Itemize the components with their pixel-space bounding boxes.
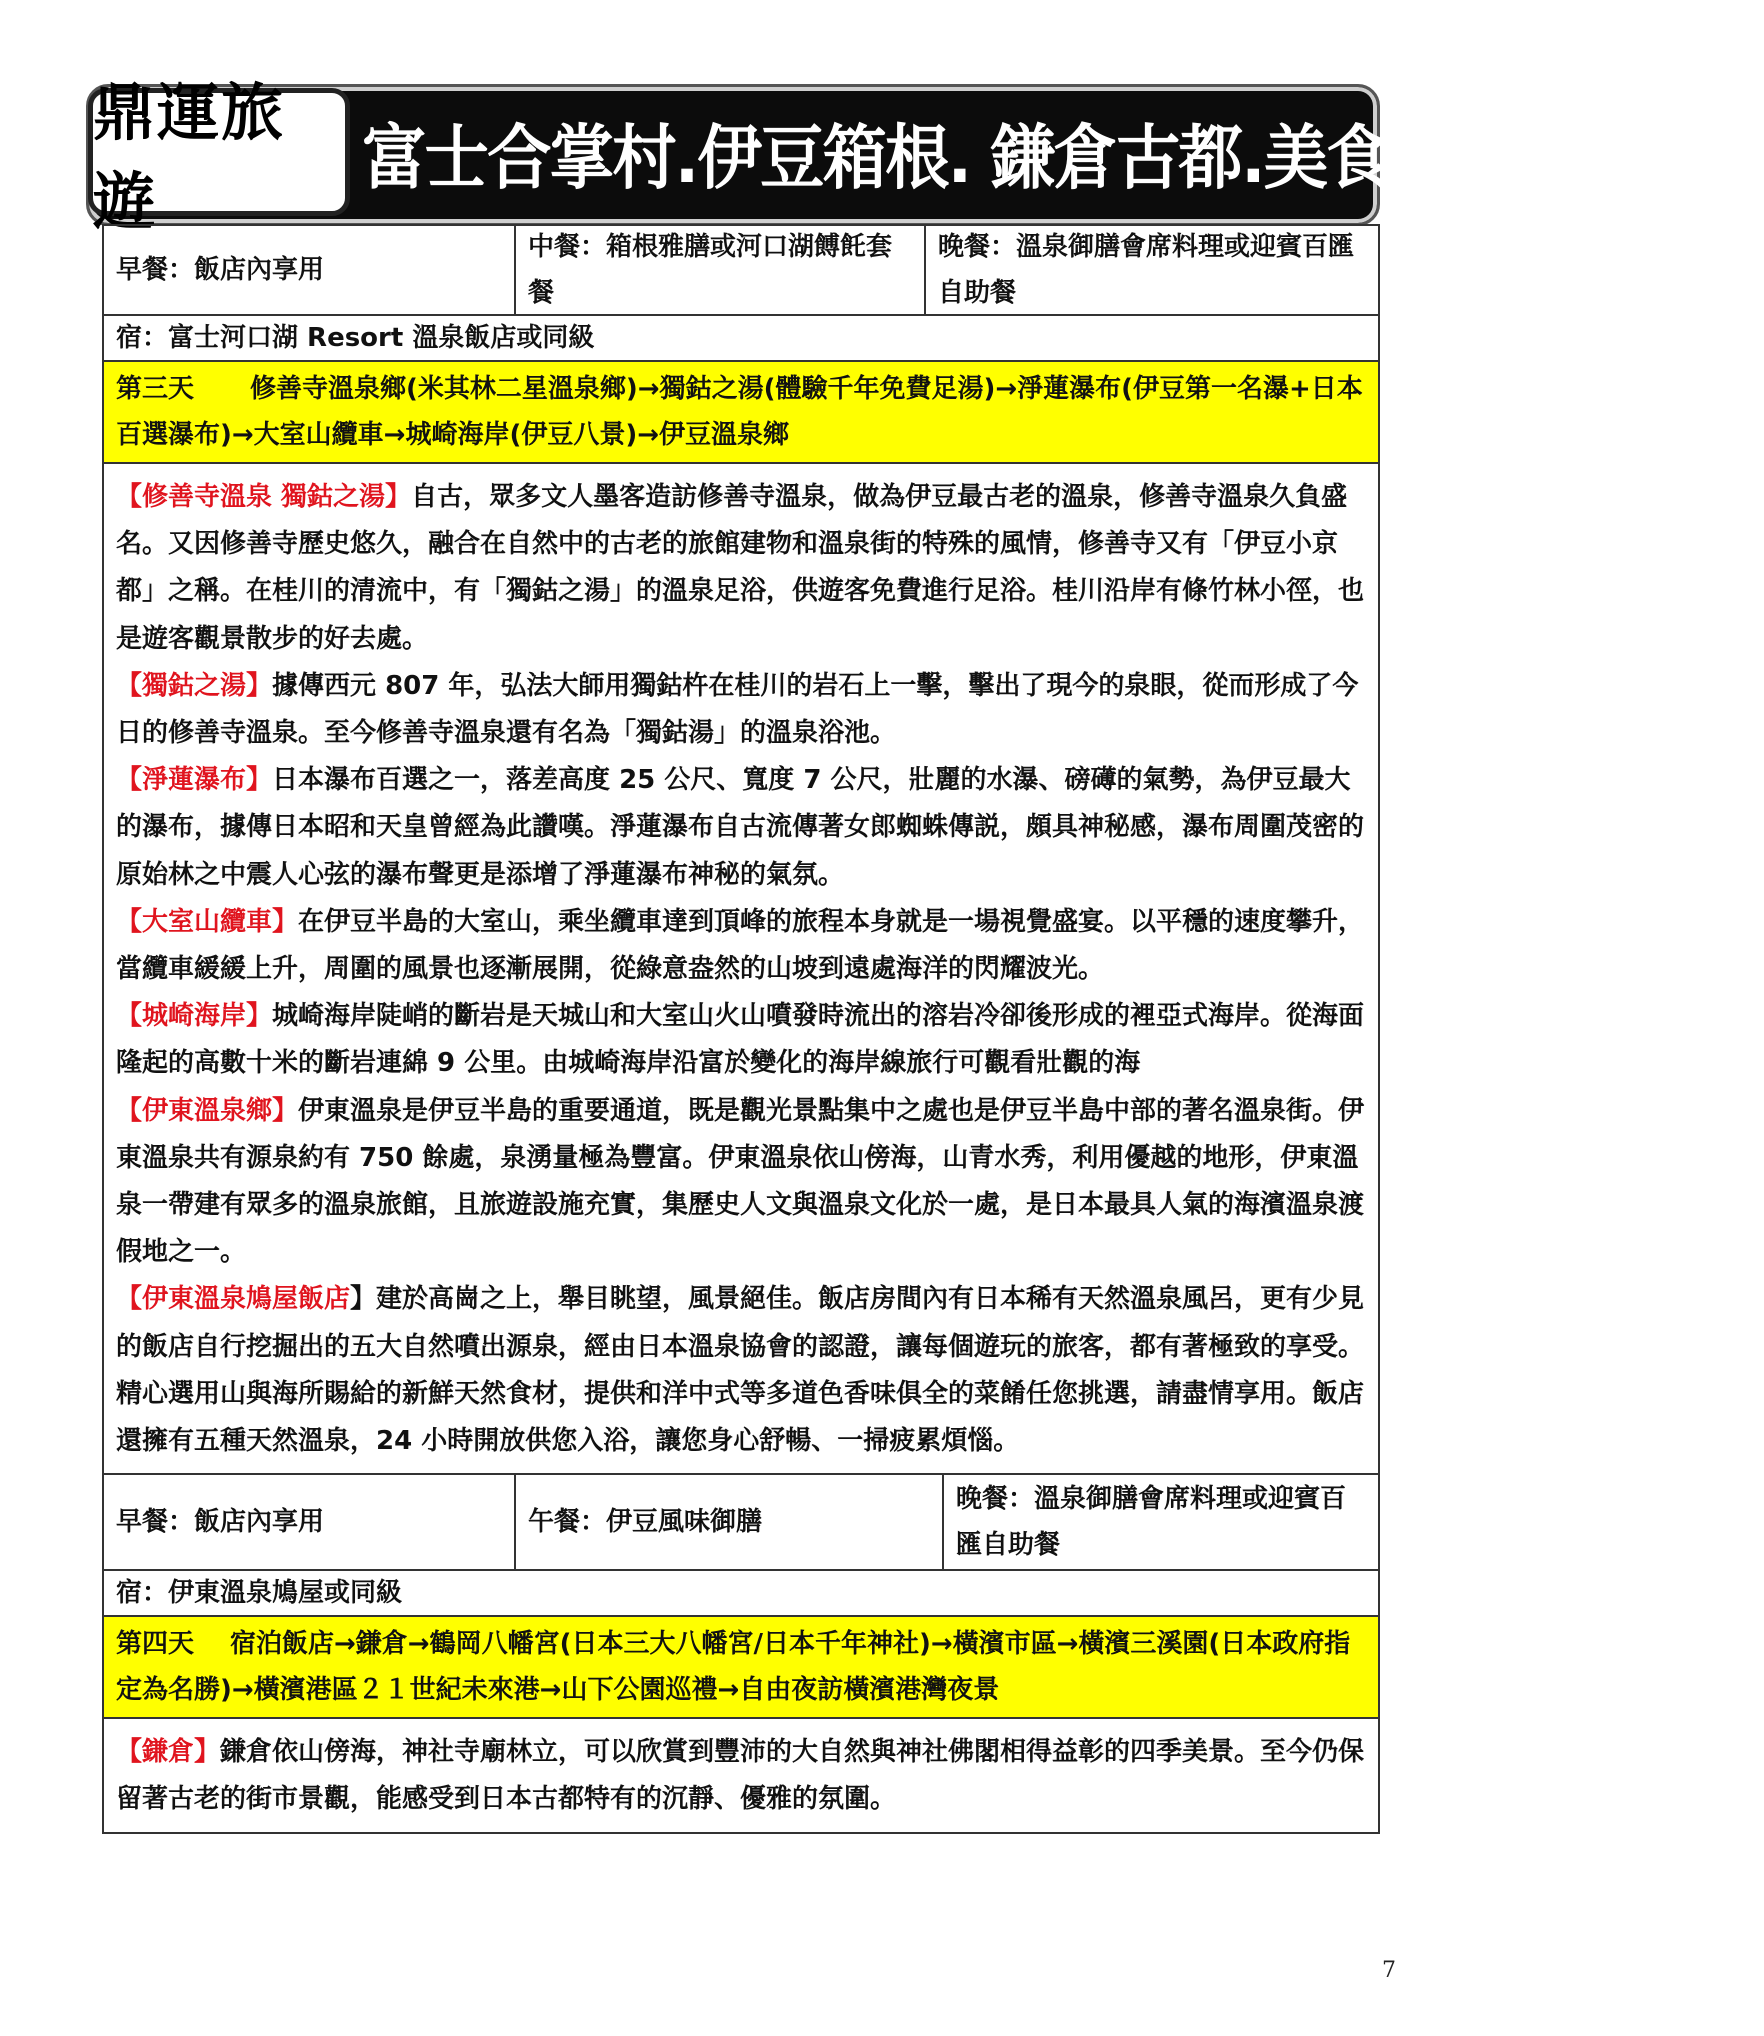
attraction-tag: 【大室山纜車】 [116, 906, 299, 937]
attraction-paragraph [116, 663, 1366, 757]
meals-row [104, 226, 1378, 316]
attraction-text: 在伊豆半島的大室山，乘坐纜車達到頂峰的旅程本身就是一場視覺盛宴。以平穩的速度攀升，當纜車緩緩上升，周圍的風景也逐漸展開，從綠意盎然的山坡到遠處海洋的閃耀波光。 [116, 906, 1365, 985]
attraction-text: 伊東溫泉是伊豆半島的重要通道，既是觀光景點集中之處也是伊豆半島中部的著名溫泉街。伊東溫泉共有源泉約有 750 餘處，泉湧量極為豐富。伊東溫泉依山傍海，山青水秀，利用優越的地形，伊東溫泉一帶建有眾多的溫泉旅館，且旅遊設施充實，集歷史人文與溫泉文化於一處，是日本最具人氣的海濱溫泉渡假地之一。 [116, 1095, 1365, 1268]
breakfast-cell: 早餐：飯店內享用 [116, 255, 325, 285]
attraction-tag: 【伊東溫泉鄉】 [116, 1095, 299, 1126]
day4-description-row [104, 1719, 1378, 1831]
brand-logo: 鼎運旅遊 [88, 88, 350, 216]
day-header-row [104, 1617, 1378, 1719]
dinner-cell: 晚餐：溫泉御膳會席料理或迎賓百匯自助餐 [924, 226, 1378, 314]
lunch-cell: 午餐：伊豆風味御膳 [514, 1475, 942, 1569]
attraction-paragraph [116, 1088, 1366, 1277]
day-route: 修善寺溫泉鄉(米其林二星溫泉鄉)→獨鈷之湯(體驗千年免費足湯)→淨蓮瀑布(伊豆第一名瀑+日本百選瀑布)→大室山纜車→城崎海岸(伊豆八景)→伊豆溫泉鄉 [116, 374, 1363, 450]
stay-row [104, 316, 1378, 362]
attraction-tag: 【鎌倉】 [116, 1737, 221, 1768]
meals-row [104, 1475, 1378, 1571]
stay-row [104, 1571, 1378, 1617]
day3-header [104, 362, 1378, 462]
attraction-tag: 【獨鈷之湯】 [116, 670, 273, 701]
attraction-text: 城崎海岸陡峭的斷岩是天城山和大室山火山噴發時流出的溶岩冷卻後形成的裡亞式海岸。從海面隆起的高數十米的斷岩連綿 9 公里。由城崎海岸沿富於變化的海岸線旅行可觀看壯觀的海 [116, 1001, 1365, 1079]
day-label: 第四天 [116, 1629, 195, 1660]
attraction-paragraph [116, 474, 1366, 663]
attraction-tag-close: 】 [350, 1284, 377, 1315]
day4-description [104, 1719, 1378, 1831]
attraction-text: 鎌倉依山傍海，神社寺廟林立，可以欣賞到豐沛的大自然與神社佛閣相得益彰的四季美景。至今仍保留著古老的街市景觀，能感受到日本古都特有的沉靜、優雅的氛圍。 [116, 1737, 1365, 1815]
attraction-paragraph [116, 757, 1366, 899]
attraction-tag: 【伊東溫泉鳩屋飯店 [116, 1284, 351, 1315]
attraction-tag: 【淨蓮瀑布】 [116, 765, 273, 796]
page-number: 7 [1382, 1958, 1396, 1983]
attraction-paragraph [116, 993, 1366, 1087]
attraction-text: 自古，眾多文人墨客造訪修善寺溫泉，做為伊豆最古老的溫泉，修善寺溫泉久負盛名。又因修善寺歷史悠久，融合在自然中的古老的旅館建物和溫泉街的特殊的風情，修善寺又有「伊豆小京都」之稱。在桂川的清流中，有「獨鈷之湯」的溫泉足浴，供遊客免費進行足浴。桂川沿岸有條竹林小徑，也是遊客觀景散步的好去處。 [116, 482, 1365, 654]
attraction-tag: 【修善寺溫泉 獨鈷之湯】 [116, 482, 412, 512]
lunch-cell: 中餐：箱根雅膳或河口湖餺飥套餐 [514, 226, 924, 314]
itinerary-table [102, 224, 1380, 1834]
day4-header [104, 1617, 1378, 1717]
attraction-text: 據傳西元 807 年，弘法大師用獨鈷杵在桂川的岩石上一擊，擊出了現今的泉眼，從而形成了今日的修善寺溫泉。至今修善寺溫泉還有名為「獨鈷湯」的溫泉浴池。 [116, 670, 1359, 749]
day3-description [104, 464, 1378, 1473]
attraction-paragraph [116, 1276, 1366, 1465]
attraction-tag: 【城崎海岸】 [116, 1001, 273, 1032]
day3-description-row [104, 464, 1378, 1475]
breakfast-cell: 早餐：飯店內享用 [116, 1507, 325, 1538]
stay-cell: 宿：伊東溫泉鳩屋或同級 [116, 1578, 403, 1609]
stay-cell: 宿：富士河口湖 Resort 溫泉飯店或同級 [116, 323, 595, 353]
day-label: 第三天 [116, 374, 195, 404]
tour-title: 富士合掌村.伊豆箱根. 鎌倉古都.美食饗宴溫泉五日 [362, 116, 1764, 199]
attraction-text: 建於高崗之上，舉目眺望，風景絕佳。飯店房間內有日本稀有天然溫泉風呂，更有少見的飯店自行挖掘出的五大自然噴出源泉，經由日本溫泉協會的認證，讓每個遊玩的旅客，都有著極致的享受。精心選用山與海所賜給的新鮮天然食材，提供和洋中式等多道色香味俱全的菜餚任您挑選，請盡情享用。飯店還擁有五種天然溫泉，24 小時開放供您入浴，讓您身心舒暢、一掃疲累煩惱。 [116, 1284, 1365, 1457]
attraction-paragraph [116, 1729, 1366, 1823]
attraction-paragraph [116, 899, 1366, 993]
day-header-row [104, 362, 1378, 464]
day-route: 宿泊飯店→鎌倉→鶴岡八幡宮(日本三大八幡宮/日本千年神社)→橫濱市區→橫濱三溪園(日本政府指定為名勝)→橫濱港區２１世紀未來港→山下公園巡禮→自由夜訪橫濱港灣夜景 [116, 1629, 1351, 1706]
attraction-text: 日本瀑布百選之一，落差高度 25 公尺、寬度 7 公尺，壯麗的水瀑、磅礡的氣勢，為伊豆最大的瀑布，據傳日本昭和天皇曾經為此讚嘆。淨蓮瀑布自古流傳著女郎蜘蛛傳説，頗具神秘感，瀑布周圍茂密的原始林之中震人心弦的瀑布聲更是添增了淨蓮瀑布神秘的氣氛。 [116, 765, 1365, 890]
dinner-cell: 晚餐：溫泉御膳會席料理或迎賓百匯自助餐 [942, 1475, 1378, 1569]
